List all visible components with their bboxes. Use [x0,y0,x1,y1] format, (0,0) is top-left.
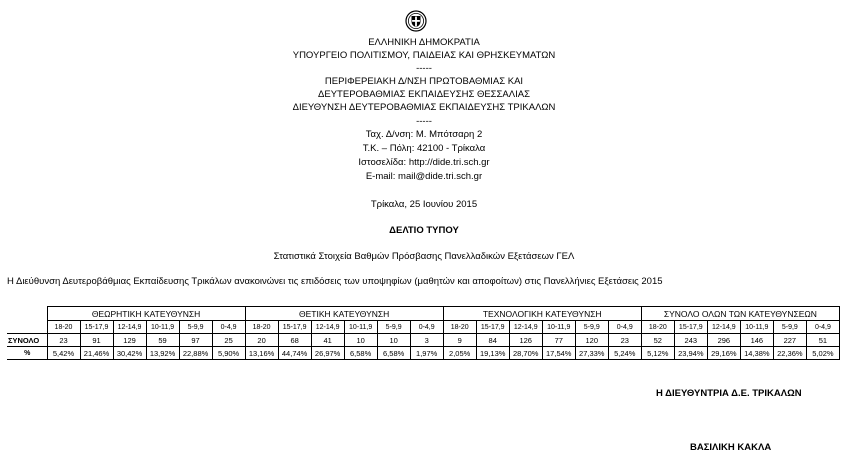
range-cell: 15-17,9 [476,321,509,334]
group-header-science: ΘΕΤΙΚΗ ΚΑΤΕΥΘΥΝΣΗ [245,307,443,321]
total-cell: 51 [806,334,839,347]
grade-range-row [7,321,840,334]
total-cell: 84 [476,334,509,347]
document-date: Τρίκαλα, 25 Ιουνίου 2015 [370,199,478,210]
percent-cell: 44,74% [278,347,311,360]
header-separator: ----- [416,63,432,74]
percent-cell: 5,42% [47,347,80,360]
greek-coat-of-arms-icon [405,10,427,32]
total-cell: 296 [707,334,740,347]
percent-cell: 2,05% [443,347,476,360]
group-header-technological: ΤΕΧΝΟΛΟΓΙΚΗ ΚΑΤΕΥΘΥΝΣΗ [443,307,641,321]
percent-cell: 5,02% [806,347,839,360]
range-cell: 5-9,9 [773,321,806,334]
percent-cell: 23,94% [674,347,707,360]
range-cell: 0-4,9 [806,321,839,334]
header-line-directorate: ΔΙΕΥΘΥΝΣΗ ΔΕΥΤΕΡΟΒΑΘΜΙΑΣ ΕΚΠΑΙΔΕΥΣΗΣ ΤΡΙΚΑΛΩΝ [292,102,556,113]
header-line-email: E-mail: mail@dide.tri.sch.gr [365,171,483,182]
range-cell: 15-17,9 [674,321,707,334]
range-cell: 12-14,9 [311,321,344,334]
range-cell: 18-20 [245,321,278,334]
range-cell: 12-14,9 [707,321,740,334]
percent-cell: 22,88% [179,347,212,360]
percent-cell: 30,42% [113,347,146,360]
total-cell: 23 [47,334,80,347]
header-separator: ----- [416,116,432,127]
total-cell: 97 [179,334,212,347]
total-cell: 23 [608,334,641,347]
percent-cell: 5,90% [212,347,245,360]
header-line-ministry: ΥΠΟΥΡΓΕΙΟ ΠΟΛΙΤΙΣΜΟΥ, ΠΑΙΔΕΙΑΣ ΚΑΙ ΘΡΗΣΚΕΥΜΑΤΩΝ [292,50,556,61]
percent-cell: 6,58% [377,347,410,360]
total-cell: 10 [377,334,410,347]
range-cell: 10-11,9 [146,321,179,334]
intro-paragraph: Η Διεύθυνση Δευτεροβάθμιας Εκπαίδευσης Τρικάλων ανακοινώνει τις επιδόσεις των υποψηφίων (μαθητών και αποφοίτων) στις Πανελλήνιες Εξετάσεις 2015 [7,276,663,287]
range-cell: 10-11,9 [740,321,773,334]
total-cell: 126 [509,334,542,347]
percent-cell: 6,58% [344,347,377,360]
corner-cell [7,307,47,321]
range-cell: 0-4,9 [212,321,245,334]
range-cell: 15-17,9 [80,321,113,334]
header-line-website: Ιστοσελίδα: http://dide.tri.sch.gr [358,157,490,168]
range-cell: 18-20 [47,321,80,334]
total-cell: 146 [740,334,773,347]
group-header-theoretical: ΘΕΩΡΗΤΙΚΗ ΚΑΤΕΥΘΥΝΣΗ [47,307,245,321]
total-cell: 9 [443,334,476,347]
percent-cell: 26,97% [311,347,344,360]
percent-row-label: % [7,347,47,360]
percent-cell: 17,54% [542,347,575,360]
range-cell: 5-9,9 [179,321,212,334]
range-cell: 18-20 [641,321,674,334]
total-cell: 120 [575,334,608,347]
percent-cell: 1,97% [410,347,443,360]
percent-row [7,347,840,360]
document-subtitle: Στατιστικά Στοιχεία Βαθμών Πρόσβασης Πανελλαδικών Εξετάσεων ΓΕΛ [273,251,575,262]
total-cell: 77 [542,334,575,347]
statistics-table [7,306,840,360]
range-cell: 18-20 [443,321,476,334]
range-cell: 5-9,9 [377,321,410,334]
range-cell: 12-14,9 [113,321,146,334]
range-cell: 5-9,9 [575,321,608,334]
total-cell: 25 [212,334,245,347]
percent-cell: 29,16% [707,347,740,360]
percent-cell: 22,36% [773,347,806,360]
total-cell: 59 [146,334,179,347]
range-cell: 12-14,9 [509,321,542,334]
signature-name: ΒΑΣΙΛΙΚΗ ΚΑΚΛΑ [690,442,772,453]
total-cell: 91 [80,334,113,347]
header-line-regional-1: ΠΕΡΙΦΕΡΕΙΑΚΗ Δ/ΝΣΗ ΠΡΩΤΟΒΑΘΜΙΑΣ ΚΑΙ [324,76,524,87]
total-cell: 41 [311,334,344,347]
percent-cell: 14,38% [740,347,773,360]
range-cell: 15-17,9 [278,321,311,334]
percent-cell: 5,24% [608,347,641,360]
total-cell: 243 [674,334,707,347]
total-cell: 3 [410,334,443,347]
total-row-label: ΣΥΝΟΛΟ [7,334,47,347]
percent-cell: 27,33% [575,347,608,360]
percent-cell: 21,46% [80,347,113,360]
corner-cell [7,321,47,334]
total-row [7,334,840,347]
header-line-address: Ταχ. Δ/νση: Μ. Μπότσαρη 2 [365,129,483,140]
total-cell: 20 [245,334,278,347]
percent-cell: 28,70% [509,347,542,360]
range-cell: 10-11,9 [542,321,575,334]
document-title: ΔΕΛΤΙΟ ΤΥΠΟΥ [389,225,459,236]
header-line-postcode: Τ.Κ. – Πόλη: 42100 - Τρίκαλα [362,143,486,154]
range-cell: 0-4,9 [608,321,641,334]
percent-cell: 13,16% [245,347,278,360]
total-cell: 68 [278,334,311,347]
range-cell: 10-11,9 [344,321,377,334]
percent-cell: 13,92% [146,347,179,360]
group-header-all-directions: ΣΥΝΟΛΟ ΟΛΩΝ ΤΩΝ ΚΑΤΕΥΘΥΝΣΕΩΝ [641,307,839,321]
header-line-state: ΕΛΛΗΝΙΚΗ ΔΗΜΟΚΡΑΤΙΑ [368,37,480,48]
total-cell: 129 [113,334,146,347]
total-cell: 52 [641,334,674,347]
percent-cell: 19,13% [476,347,509,360]
percent-cell: 5,12% [641,347,674,360]
header-line-regional-2: ΔΕΥΤΕΡΟΒΑΘΜΙΑΣ ΕΚΠΑΙΔΕΥΣΗΣ ΘΕΣΣΑΛΙΑΣ [318,89,530,100]
total-cell: 227 [773,334,806,347]
range-cell: 0-4,9 [410,321,443,334]
total-cell: 10 [344,334,377,347]
group-header-row [7,307,840,321]
signature-role: Η ΔΙΕΥΘΥΝΤΡΙΑ Δ.Ε. ΤΡΙΚΑΛΩΝ [656,388,802,399]
